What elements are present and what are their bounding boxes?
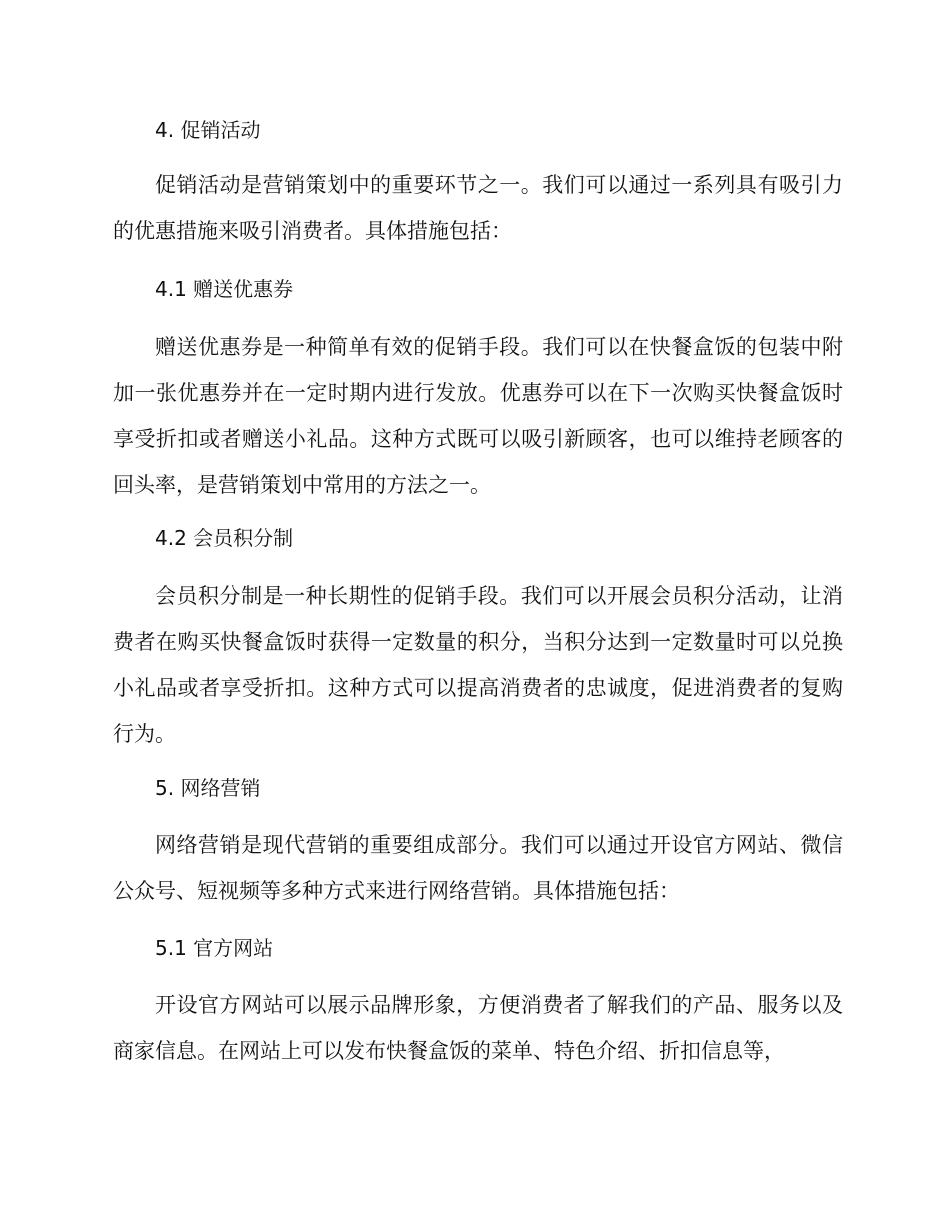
section-paragraph: 网络营销是现代营销的重要组成部分。我们可以通过开设官方网站、微信公众号、短视频等多种方式来进行网络营销。具体措施包括： (113, 833, 843, 903)
section-paragraph: 促销活动是营销策划中的重要环节之一。我们可以通过一系列具有吸引力的优惠措施来吸引消费者。具体措施包括： (113, 173, 843, 243)
section-heading: 4.2 会员积分制 (155, 526, 294, 550)
section-heading: 5. 网络营销 (155, 776, 261, 800)
section-heading: 4. 促销活动 (155, 118, 261, 142)
section-heading: 5.1 官方网站 (155, 936, 274, 960)
section-paragraph: 赠送优惠券是一种简单有效的促销手段。我们可以在快餐盒饭的包装中附加一张优惠券并在一定时期内进行发放。优惠券可以在下一次购买快餐盒饭时享受折扣或者赠送小礼品。这种方式既可以吸引新顾客，也可以维持老顾客的回头率，是营销策划中常用的方法之一。 (113, 335, 843, 497)
section-heading: 4.1 赠送优惠券 (155, 277, 294, 301)
section-paragraph: 会员积分制是一种长期性的促销手段。我们可以开展会员积分活动，让消费者在购买快餐盒饭时获得一定数量的积分，当积分达到一定数量时可以兑换小礼品或者享受折扣。这种方式可以提高消费者的忠诚度，促进消费者的复购行为。 (113, 584, 843, 746)
section-paragraph: 开设官方网站可以展示品牌形象，方便消费者了解我们的产品、服务以及商家信息。在网站上可以发布快餐盒饭的菜单、特色介绍、折扣信息等， (113, 993, 843, 1063)
